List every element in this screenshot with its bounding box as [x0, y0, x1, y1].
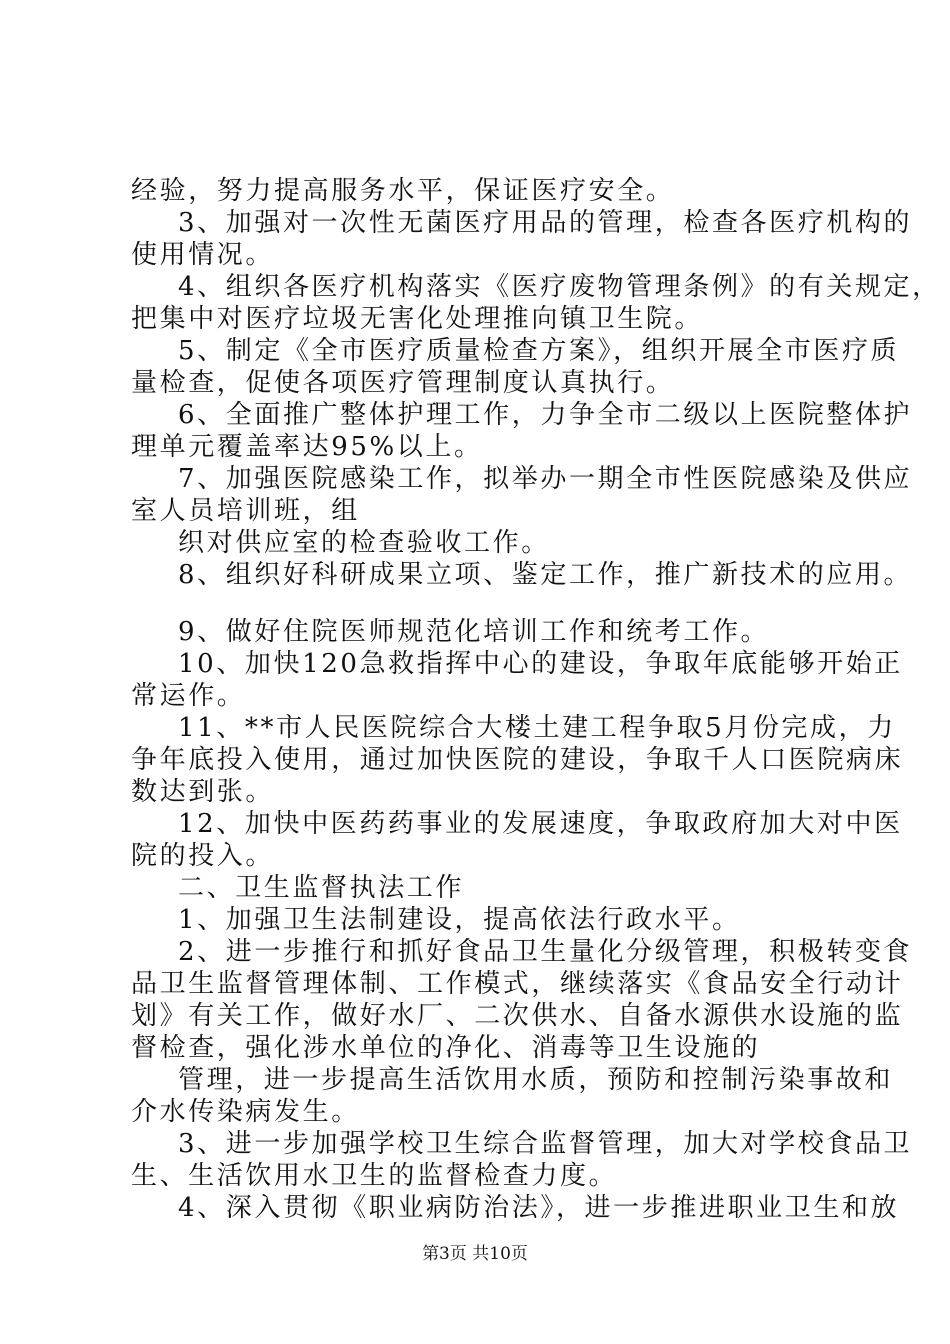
page-footer: 第3页 共10页	[422, 1244, 528, 1264]
text-line: 争年底投入使用，通过加快医院的建设，争取千人口医院病床	[131, 745, 904, 775]
text-line: 4、深入贯彻《职业病防治法》，进一步推进职业卫生和放	[178, 1193, 900, 1223]
text-line: 4、组织各医疗机构落实《医疗废物管理条例》的有关规定，	[178, 272, 941, 302]
text-line: 11、**市人民医院综合大楼土建工程争取5月份完成，力	[178, 713, 896, 743]
text-line: 管理，进一步提高生活饮用水质，预防和控制污染事故和	[178, 1065, 894, 1095]
text-line: 2、进一步推行和抓好食品卫生量化分级管理，积极转变食	[178, 937, 913, 967]
text-line: 使用情况。	[131, 240, 275, 270]
text-line: 划》有关工作，做好水厂、二次供水、自备水源供水设施的监	[131, 1001, 904, 1031]
text-line: 经验，努力提高服务水平，保证医疗安全。	[131, 176, 675, 206]
text-line: 6、全面推广整体护理工作，力争全市二级以上医院整体护	[178, 400, 913, 430]
text-line: 3、进一步加强学校卫生综合监督管理，加大对学校食品卫	[178, 1129, 913, 1159]
text-line: 督检查，强化涉水单位的净化、消毒等卫生设施的	[131, 1033, 761, 1063]
text-line: 室人员培训班，组	[131, 496, 360, 526]
text-line: 织对供应室的检查验收工作。	[178, 528, 550, 558]
text-line: 常运作。	[131, 681, 246, 711]
text-line: 品卫生监督管理体制、工作模式，继续落实《食品安全行动计	[131, 969, 904, 999]
text-line: 把集中对医疗垃圾无害化处理推向镇卫生院。	[131, 304, 704, 334]
text-line: 生、生活饮用水卫生的监督检查力度。	[131, 1161, 618, 1191]
text-line: 1、加强卫生法制建设，提高依法行政水平。	[178, 905, 741, 935]
text-line: 3、加强对一次性无菌医疗用品的管理，检查各医疗机构的	[178, 208, 913, 238]
text-line: 介水传染病发生。	[131, 1097, 360, 1127]
text-line: 数达到张。	[131, 777, 275, 807]
text-line: 量检查，促使各项医疗管理制度认真执行。	[131, 368, 675, 398]
text-line: 院的投入。	[131, 841, 275, 871]
text-line: 10、加快120急救指挥中心的建设，争取年底能够开始正	[178, 649, 903, 679]
text-line: 8、组织好科研成果立项、鉴定工作，推广新技术的应用。	[178, 560, 913, 590]
text-line: 5、制定《全市医疗质量检查方案》，组织开展全市医疗质	[178, 336, 900, 366]
text-line: 理单元覆盖率达95%以上。	[131, 432, 483, 462]
text-line: 9、做好住院医师规范化培训工作和统考工作。	[178, 617, 770, 647]
text-line: 7、加强医院感染工作，拟举办一期全市性医院感染及供应	[178, 464, 913, 494]
text-line: 12、加快中医药药事业的发展速度，争取政府加大对中医	[178, 809, 903, 839]
section-heading: 二、卫生监督执法工作	[178, 873, 465, 903]
